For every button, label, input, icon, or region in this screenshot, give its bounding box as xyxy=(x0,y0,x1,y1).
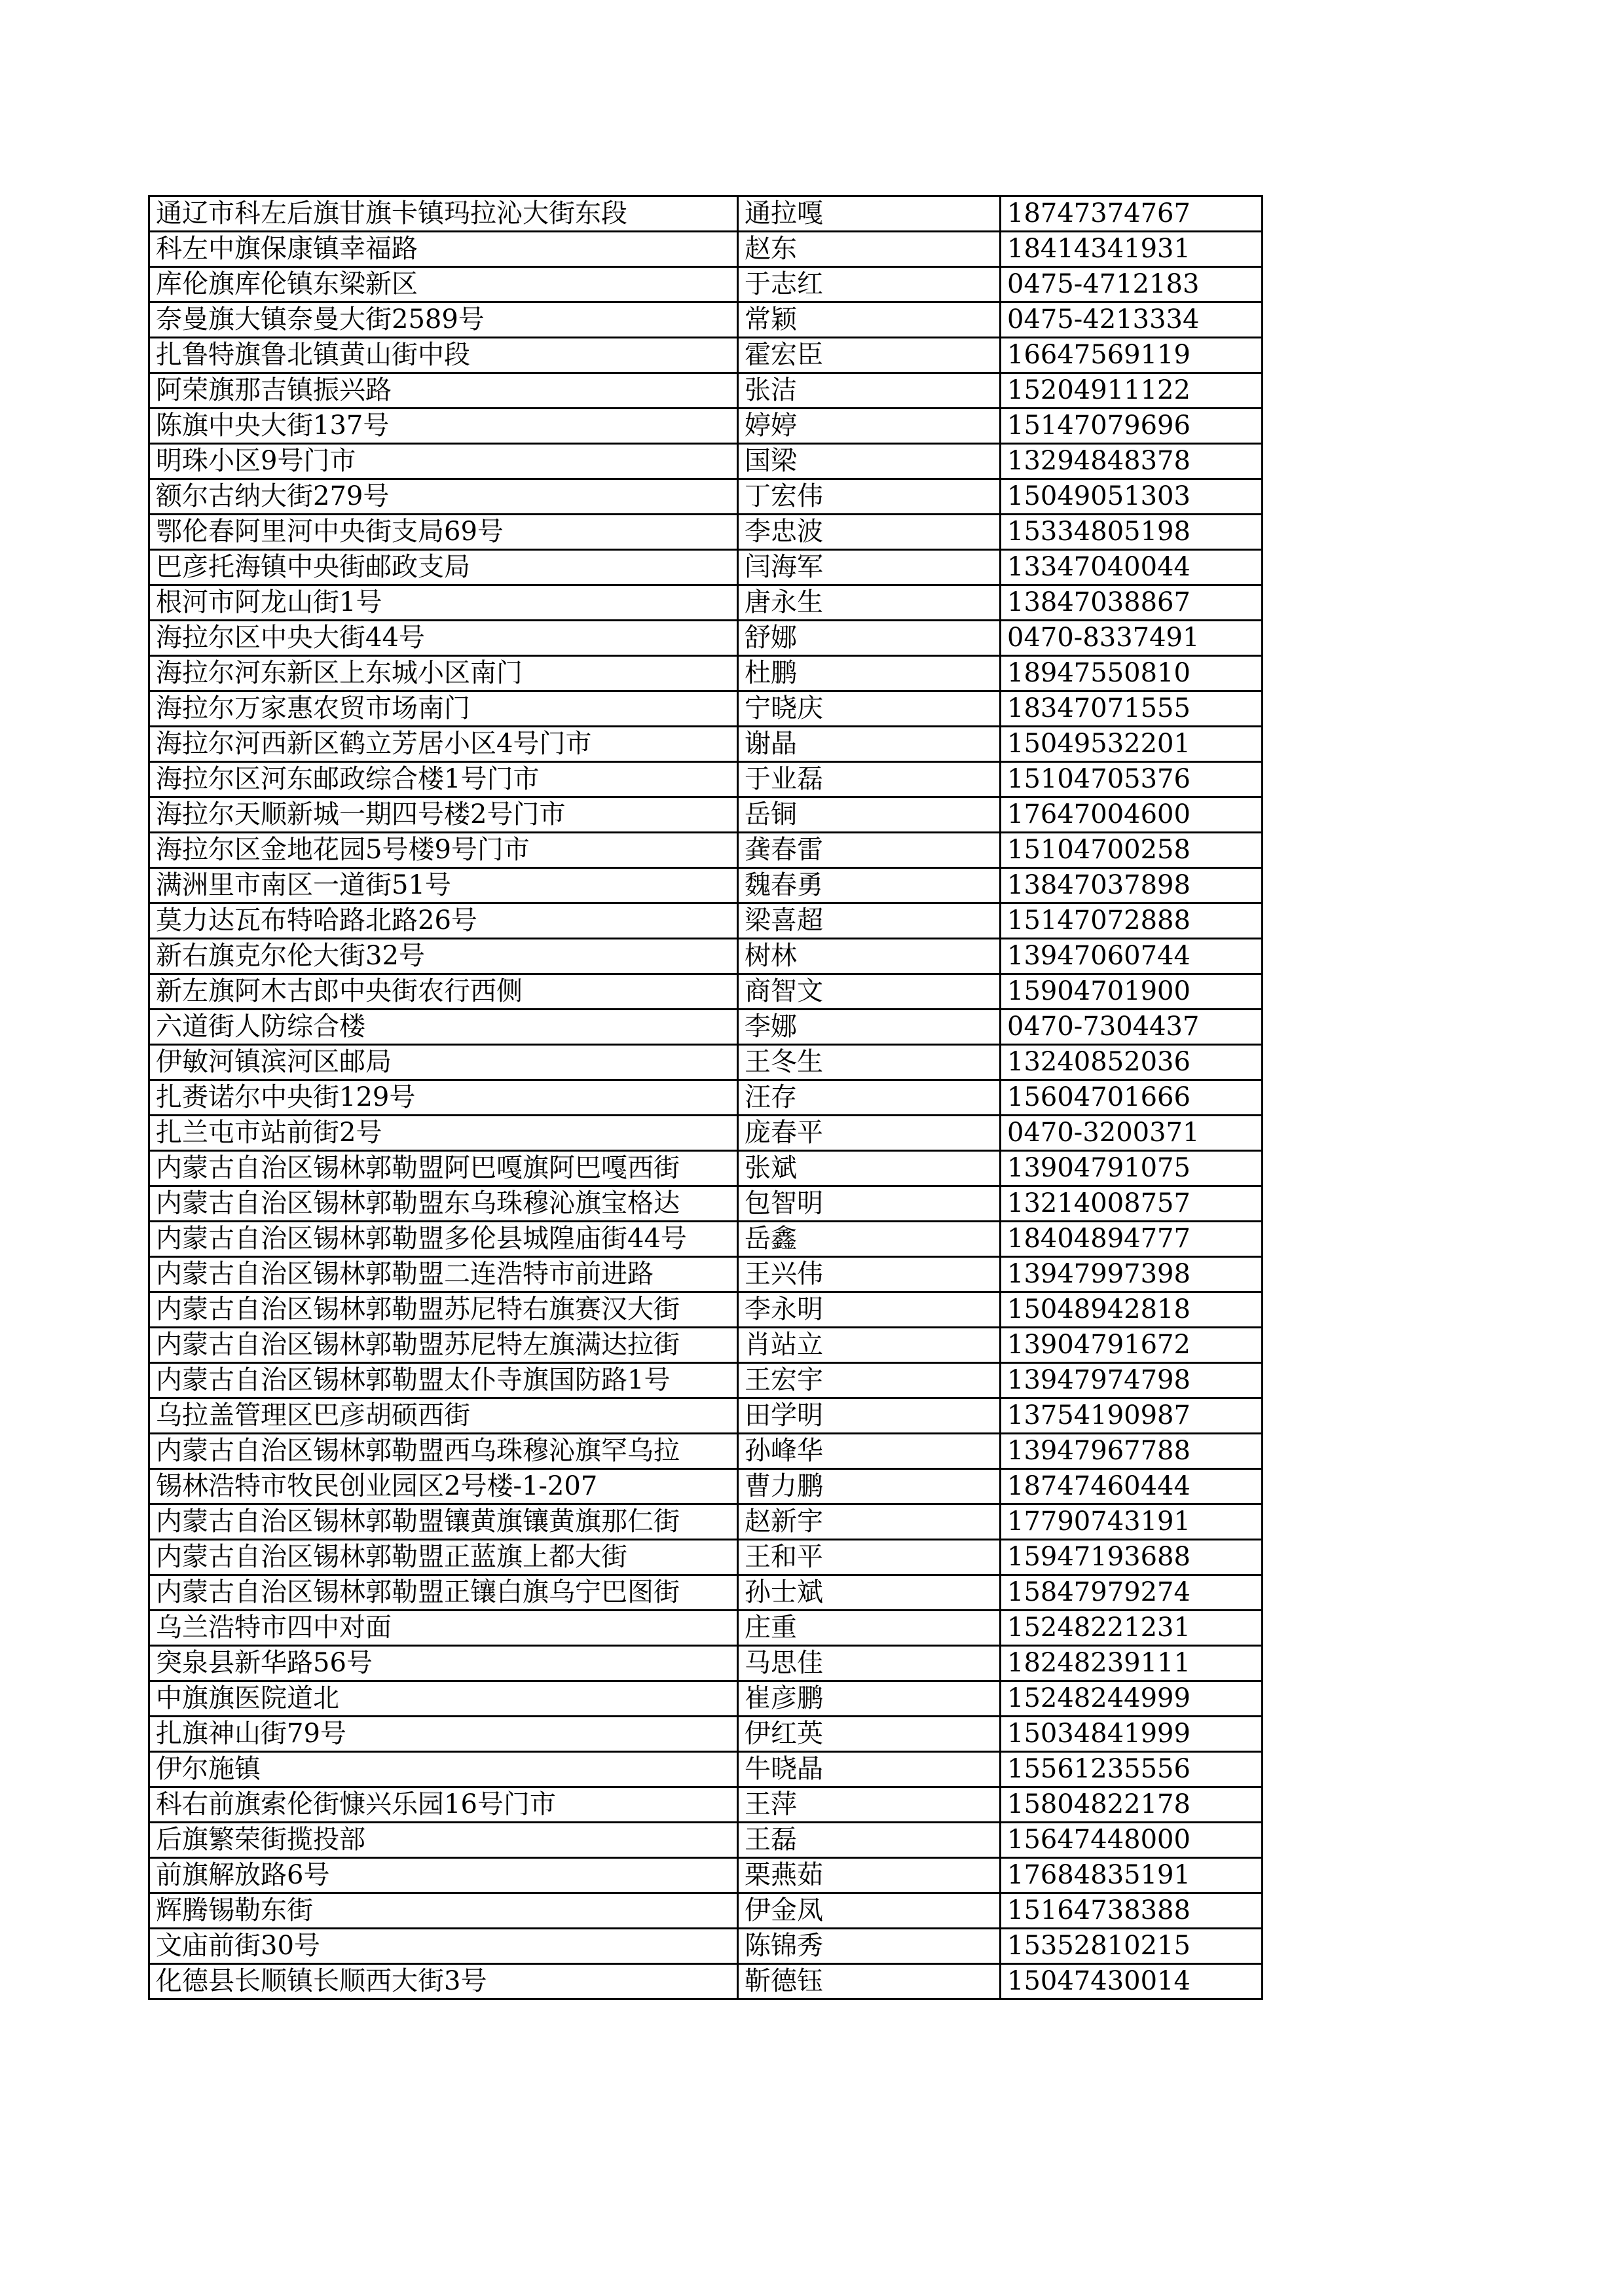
address-cell: 中旗旗医院道北 xyxy=(149,1681,738,1717)
phone-cell: 13947997398 xyxy=(1001,1257,1263,1292)
address-cell: 伊敏河镇滨河区邮局 xyxy=(149,1045,738,1080)
phone-cell: 15147079696 xyxy=(1001,409,1263,444)
name-cell: 伊红英 xyxy=(738,1717,1001,1752)
name-cell: 国梁 xyxy=(738,444,1001,479)
name-cell: 闫海军 xyxy=(738,550,1001,585)
address-cell: 海拉尔河东新区上东城小区南门 xyxy=(149,656,738,691)
table-row xyxy=(149,1964,1263,1999)
phone-cell: 0470-7304437 xyxy=(1001,1010,1263,1045)
name-cell: 于志红 xyxy=(738,267,1001,302)
name-cell: 岳鑫 xyxy=(738,1222,1001,1257)
table-row xyxy=(149,1575,1263,1611)
phone-cell: 15104700258 xyxy=(1001,833,1263,868)
table-row xyxy=(149,409,1263,444)
address-cell: 乌兰浩特市四中对面 xyxy=(149,1611,738,1646)
address-cell: 海拉尔区中央大街44号 xyxy=(149,621,738,656)
name-cell: 魏春勇 xyxy=(738,868,1001,903)
address-cell: 巴彦托海镇中央街邮政支局 xyxy=(149,550,738,585)
table-row xyxy=(149,479,1263,515)
phone-cell: 15561235556 xyxy=(1001,1752,1263,1787)
address-cell: 新左旗阿木古郎中央街农行西侧 xyxy=(149,974,738,1010)
table-row xyxy=(149,833,1263,868)
name-cell: 赵新宇 xyxy=(738,1504,1001,1540)
phone-cell: 17647004600 xyxy=(1001,797,1263,833)
name-cell: 包智明 xyxy=(738,1186,1001,1222)
contact-table-body xyxy=(149,196,1263,1999)
phone-cell: 18947550810 xyxy=(1001,656,1263,691)
phone-cell: 13347040044 xyxy=(1001,550,1263,585)
table-row xyxy=(149,1045,1263,1080)
name-cell: 肖站立 xyxy=(738,1328,1001,1363)
address-cell: 内蒙古自治区锡林郭勒盟太仆寺旗国防路1号 xyxy=(149,1363,738,1398)
name-cell: 商智文 xyxy=(738,974,1001,1010)
table-row xyxy=(149,1151,1263,1186)
table-row xyxy=(149,1292,1263,1328)
address-cell: 辉腾锡勒东街 xyxy=(149,1893,738,1929)
address-cell: 内蒙古自治区锡林郭勒盟镶黄旗镶黄旗那仁街 xyxy=(149,1504,738,1540)
phone-cell: 13904791672 xyxy=(1001,1328,1263,1363)
table-row xyxy=(149,1646,1263,1681)
name-cell: 马思佳 xyxy=(738,1646,1001,1681)
address-cell: 内蒙古自治区锡林郭勒盟多伦县城隍庙街44号 xyxy=(149,1222,738,1257)
phone-cell: 0475-4213334 xyxy=(1001,302,1263,338)
table-row xyxy=(149,1080,1263,1116)
address-cell: 阿荣旗那吉镇振兴路 xyxy=(149,373,738,409)
table-row xyxy=(149,727,1263,762)
address-cell: 鄂伦春阿里河中央街支局69号 xyxy=(149,515,738,550)
phone-cell: 13214008757 xyxy=(1001,1186,1263,1222)
name-cell: 杜鹏 xyxy=(738,656,1001,691)
address-cell: 海拉尔区河东邮政综合楼1号门市 xyxy=(149,762,738,797)
phone-cell: 0470-3200371 xyxy=(1001,1116,1263,1151)
table-row xyxy=(149,1222,1263,1257)
name-cell: 唐永生 xyxy=(738,585,1001,621)
table-row xyxy=(149,868,1263,903)
phone-cell: 18747460444 xyxy=(1001,1469,1263,1504)
address-cell: 海拉尔天顺新城一期四号楼2号门市 xyxy=(149,797,738,833)
phone-cell: 17790743191 xyxy=(1001,1504,1263,1540)
address-cell: 海拉尔万家惠农贸市场南门 xyxy=(149,691,738,727)
address-cell: 内蒙古自治区锡林郭勒盟正镶白旗乌宁巴图街 xyxy=(149,1575,738,1611)
phone-cell: 15334805198 xyxy=(1001,515,1263,550)
name-cell: 田学明 xyxy=(738,1398,1001,1434)
address-cell: 扎兰屯市站前街2号 xyxy=(149,1116,738,1151)
phone-cell: 0475-4712183 xyxy=(1001,267,1263,302)
name-cell: 霍宏臣 xyxy=(738,338,1001,373)
table-row xyxy=(149,1363,1263,1398)
name-cell: 陈锦秀 xyxy=(738,1929,1001,1964)
phone-cell: 13294848378 xyxy=(1001,444,1263,479)
address-cell: 内蒙古自治区锡林郭勒盟苏尼特左旗满达拉街 xyxy=(149,1328,738,1363)
table-row xyxy=(149,585,1263,621)
address-cell: 根河市阿龙山街1号 xyxy=(149,585,738,621)
address-cell: 锡林浩特市牧民创业园区2号楼-1-207 xyxy=(149,1469,738,1504)
phone-cell: 15647448000 xyxy=(1001,1823,1263,1858)
phone-cell: 13947974798 xyxy=(1001,1363,1263,1398)
address-cell: 陈旗中央大街137号 xyxy=(149,409,738,444)
table-row xyxy=(149,1398,1263,1434)
contact-table xyxy=(148,195,1263,2000)
phone-cell: 15352810215 xyxy=(1001,1929,1263,1964)
table-row xyxy=(149,797,1263,833)
name-cell: 汪存 xyxy=(738,1080,1001,1116)
phone-cell: 16647569119 xyxy=(1001,338,1263,373)
phone-cell: 13947060744 xyxy=(1001,939,1263,974)
address-cell: 内蒙古自治区锡林郭勒盟阿巴嘎旗阿巴嘎西街 xyxy=(149,1151,738,1186)
name-cell: 通拉嘎 xyxy=(738,196,1001,232)
table-row xyxy=(149,1186,1263,1222)
table-row xyxy=(149,1929,1263,1964)
name-cell: 王兴伟 xyxy=(738,1257,1001,1292)
address-cell: 库伦旗库伦镇东梁新区 xyxy=(149,267,738,302)
table-row xyxy=(149,196,1263,232)
name-cell: 舒娜 xyxy=(738,621,1001,656)
name-cell: 庄重 xyxy=(738,1611,1001,1646)
address-cell: 海拉尔区金地花园5号楼9号门市 xyxy=(149,833,738,868)
table-row xyxy=(149,1116,1263,1151)
address-cell: 六道街人防综合楼 xyxy=(149,1010,738,1045)
phone-cell: 15047430014 xyxy=(1001,1964,1263,1999)
name-cell: 靳德钰 xyxy=(738,1964,1001,1999)
table-row xyxy=(149,1469,1263,1504)
name-cell: 赵东 xyxy=(738,232,1001,267)
name-cell: 树林 xyxy=(738,939,1001,974)
phone-cell: 15048942818 xyxy=(1001,1292,1263,1328)
table-row xyxy=(149,939,1263,974)
address-cell: 内蒙古自治区锡林郭勒盟苏尼特右旗赛汉大街 xyxy=(149,1292,738,1328)
address-cell: 扎赉诺尔中央街129号 xyxy=(149,1080,738,1116)
name-cell: 岳铜 xyxy=(738,797,1001,833)
phone-cell: 13754190987 xyxy=(1001,1398,1263,1434)
phone-cell: 13847037898 xyxy=(1001,868,1263,903)
address-cell: 前旗解放路6号 xyxy=(149,1858,738,1893)
phone-cell: 15847979274 xyxy=(1001,1575,1263,1611)
phone-cell: 13847038867 xyxy=(1001,585,1263,621)
phone-cell: 18414341931 xyxy=(1001,232,1263,267)
address-cell: 乌拉盖管理区巴彦胡硕西街 xyxy=(149,1398,738,1434)
address-cell: 内蒙古自治区锡林郭勒盟东乌珠穆沁旗宝格达 xyxy=(149,1186,738,1222)
name-cell: 曹力鹏 xyxy=(738,1469,1001,1504)
phone-cell: 15049051303 xyxy=(1001,479,1263,515)
phone-cell: 15604701666 xyxy=(1001,1080,1263,1116)
table-row xyxy=(149,974,1263,1010)
table-row xyxy=(149,338,1263,373)
phone-cell: 13240852036 xyxy=(1001,1045,1263,1080)
phone-cell: 15164738388 xyxy=(1001,1893,1263,1929)
phone-cell: 13947967788 xyxy=(1001,1434,1263,1469)
address-cell: 额尔古纳大街279号 xyxy=(149,479,738,515)
phone-cell: 15947193688 xyxy=(1001,1540,1263,1575)
table-row xyxy=(149,1504,1263,1540)
name-cell: 孙峰华 xyxy=(738,1434,1001,1469)
address-cell: 海拉尔河西新区鹤立芳居小区4号门市 xyxy=(149,727,738,762)
address-cell: 通辽市科左后旗甘旗卡镇玛拉沁大街东段 xyxy=(149,196,738,232)
name-cell: 李忠波 xyxy=(738,515,1001,550)
phone-cell: 15049532201 xyxy=(1001,727,1263,762)
name-cell: 婷婷 xyxy=(738,409,1001,444)
name-cell: 于业磊 xyxy=(738,762,1001,797)
table-row xyxy=(149,1540,1263,1575)
address-cell: 内蒙古自治区锡林郭勒盟正蓝旗上都大街 xyxy=(149,1540,738,1575)
table-row xyxy=(149,903,1263,939)
address-cell: 文庙前街30号 xyxy=(149,1929,738,1964)
table-row xyxy=(149,1858,1263,1893)
table-row xyxy=(149,1681,1263,1717)
address-cell: 科左中旗保康镇幸福路 xyxy=(149,232,738,267)
address-cell: 扎鲁特旗鲁北镇黄山街中段 xyxy=(149,338,738,373)
name-cell: 张斌 xyxy=(738,1151,1001,1186)
table-row xyxy=(149,550,1263,585)
name-cell: 常颖 xyxy=(738,302,1001,338)
name-cell: 崔彦鹏 xyxy=(738,1681,1001,1717)
name-cell: 王冬生 xyxy=(738,1045,1001,1080)
address-cell: 满洲里市南区一道街51号 xyxy=(149,868,738,903)
address-cell: 化德县长顺镇长顺西大街3号 xyxy=(149,1964,738,1999)
name-cell: 庞春平 xyxy=(738,1116,1001,1151)
table-row xyxy=(149,1893,1263,1929)
table-row xyxy=(149,762,1263,797)
name-cell: 王和平 xyxy=(738,1540,1001,1575)
table-row xyxy=(149,1823,1263,1858)
table-row xyxy=(149,1717,1263,1752)
address-cell: 内蒙古自治区锡林郭勒盟西乌珠穆沁旗罕乌拉 xyxy=(149,1434,738,1469)
name-cell: 伊金凤 xyxy=(738,1893,1001,1929)
phone-cell: 13904791075 xyxy=(1001,1151,1263,1186)
name-cell: 孙士斌 xyxy=(738,1575,1001,1611)
address-cell: 后旗繁荣街揽投部 xyxy=(149,1823,738,1858)
table-row xyxy=(149,1010,1263,1045)
name-cell: 龚春雷 xyxy=(738,833,1001,868)
name-cell: 丁宏伟 xyxy=(738,479,1001,515)
table-row xyxy=(149,1257,1263,1292)
table-row xyxy=(149,444,1263,479)
address-cell: 新右旗克尔伦大街32号 xyxy=(149,939,738,974)
table-row xyxy=(149,232,1263,267)
table-row xyxy=(149,302,1263,338)
name-cell: 梁喜超 xyxy=(738,903,1001,939)
address-cell: 明珠小区9号门市 xyxy=(149,444,738,479)
table-row xyxy=(149,1434,1263,1469)
name-cell: 谢晶 xyxy=(738,727,1001,762)
name-cell: 王萍 xyxy=(738,1787,1001,1823)
phone-cell: 15204911122 xyxy=(1001,373,1263,409)
phone-cell: 18347071555 xyxy=(1001,691,1263,727)
name-cell: 宁晓庆 xyxy=(738,691,1001,727)
phone-cell: 15147072888 xyxy=(1001,903,1263,939)
address-cell: 扎旗神山街79号 xyxy=(149,1717,738,1752)
address-cell: 莫力达瓦布特哈路北路26号 xyxy=(149,903,738,939)
phone-cell: 18747374767 xyxy=(1001,196,1263,232)
phone-cell: 18248239111 xyxy=(1001,1646,1263,1681)
table-row xyxy=(149,1752,1263,1787)
address-cell: 突泉县新华路56号 xyxy=(149,1646,738,1681)
table-row xyxy=(149,1328,1263,1363)
phone-cell: 15248221231 xyxy=(1001,1611,1263,1646)
phone-cell: 15904701900 xyxy=(1001,974,1263,1010)
phone-cell: 17684835191 xyxy=(1001,1858,1263,1893)
address-cell: 内蒙古自治区锡林郭勒盟二连浩特市前进路 xyxy=(149,1257,738,1292)
table-row xyxy=(149,691,1263,727)
phone-cell: 0470-8337491 xyxy=(1001,621,1263,656)
phone-cell: 15104705376 xyxy=(1001,762,1263,797)
phone-cell: 15034841999 xyxy=(1001,1717,1263,1752)
table-row xyxy=(149,1611,1263,1646)
address-cell: 奈曼旗大镇奈曼大街2589号 xyxy=(149,302,738,338)
address-cell: 科右前旗索伦街慷兴乐园16号门市 xyxy=(149,1787,738,1823)
phone-cell: 15248244999 xyxy=(1001,1681,1263,1717)
name-cell: 王宏宇 xyxy=(738,1363,1001,1398)
name-cell: 王磊 xyxy=(738,1823,1001,1858)
name-cell: 牛晓晶 xyxy=(738,1752,1001,1787)
table-row xyxy=(149,621,1263,656)
phone-cell: 18404894777 xyxy=(1001,1222,1263,1257)
table-row xyxy=(149,373,1263,409)
table-row xyxy=(149,267,1263,302)
name-cell: 李娜 xyxy=(738,1010,1001,1045)
table-row xyxy=(149,656,1263,691)
name-cell: 栗燕茹 xyxy=(738,1858,1001,1893)
table-row xyxy=(149,515,1263,550)
table-row xyxy=(149,1787,1263,1823)
address-cell: 伊尔施镇 xyxy=(149,1752,738,1787)
phone-cell: 15804822178 xyxy=(1001,1787,1263,1823)
name-cell: 李永明 xyxy=(738,1292,1001,1328)
name-cell: 张洁 xyxy=(738,373,1001,409)
